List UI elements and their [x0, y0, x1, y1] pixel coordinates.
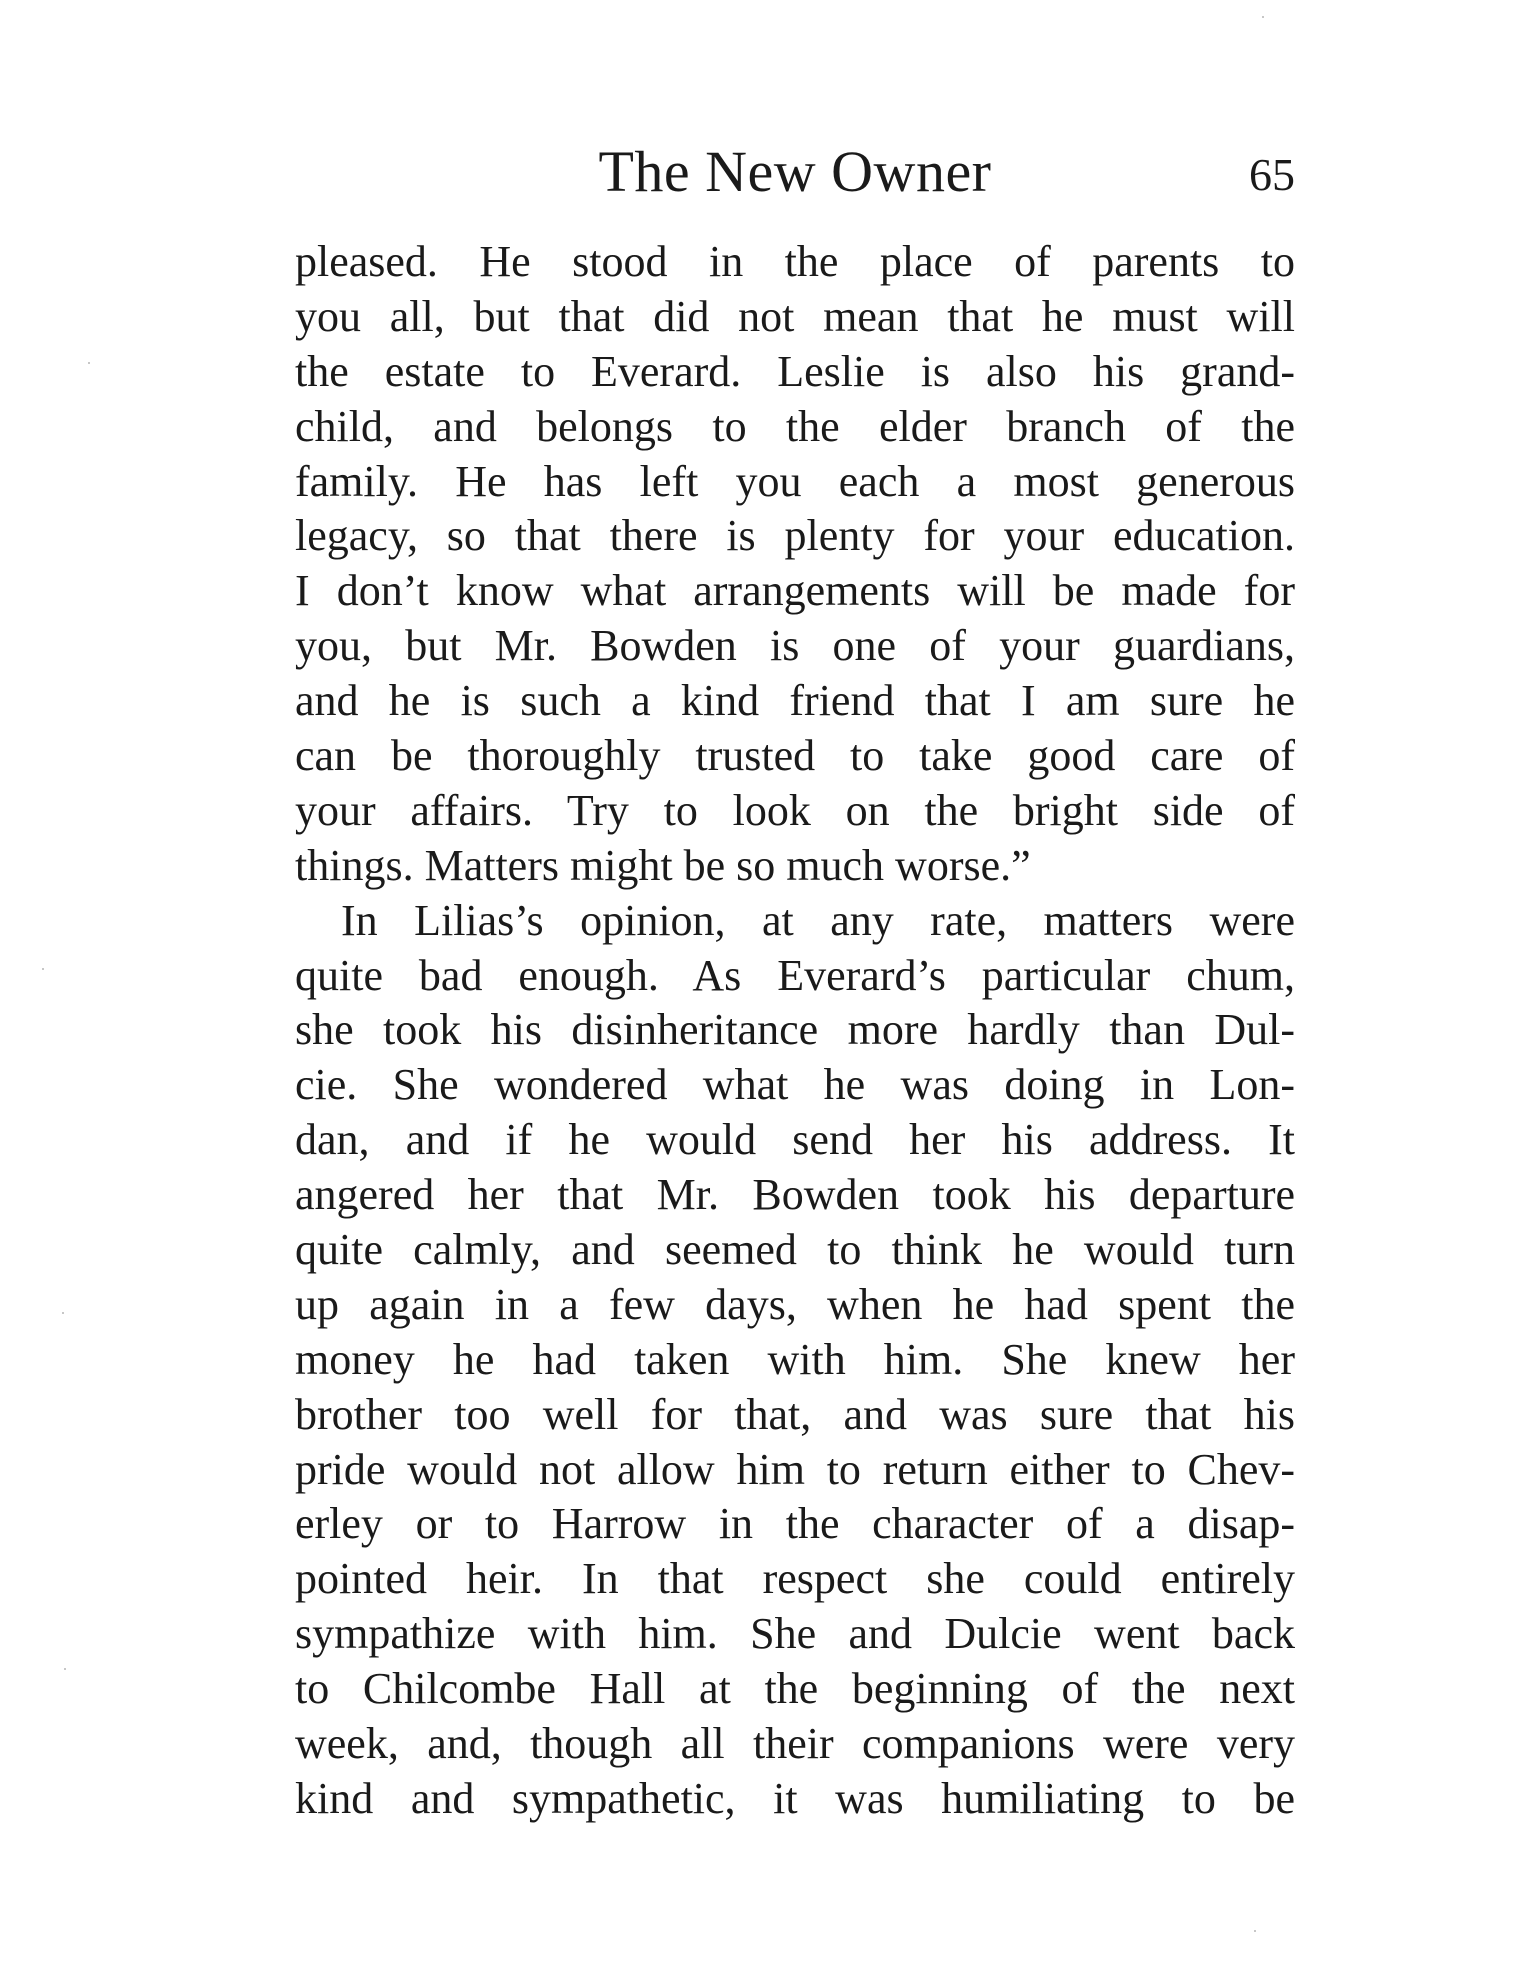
scan-speck [88, 362, 90, 364]
text-line: and he is such a kind friend that I am sure he [295, 676, 1295, 726]
text-line: she took his disinheritance more hardly than Dul- [295, 1005, 1295, 1055]
text-line: erley or to Harrow in the character of a disap- [295, 1499, 1295, 1549]
text-line: child, and belongs to the elder branch of the [295, 401, 1295, 451]
text-line: can be thoroughly trusted to take good care of [295, 731, 1295, 781]
page-number: 65 [1249, 149, 1295, 200]
text-line: I don’t know what arrangements will be made for [295, 566, 1295, 616]
scan-speck [62, 1312, 64, 1314]
text-line: your affairs. Try to look on the bright side of [295, 785, 1295, 835]
text-line: you, but Mr. Bowden is one of your guardians, [295, 621, 1295, 671]
text-line: family. He has left you each a most generous [295, 456, 1295, 506]
scan-speck [64, 1668, 66, 1670]
text-line: pride would not allow him to return either to Chev- [295, 1444, 1295, 1494]
body-text [295, 235, 1295, 1827]
text-line: pleased. He stood in the place of parents to [295, 237, 1295, 286]
text-line: you all, but that did not mean that he must will [295, 291, 1295, 341]
scan-speck [1262, 16, 1264, 18]
text-line: up again in a few days, when he had spent the [295, 1279, 1295, 1329]
text-line: legacy, so that there is plenty for your education. [295, 511, 1295, 561]
text-line: brother too well for that, and was sure that his [295, 1389, 1295, 1439]
scan-speck [42, 968, 44, 970]
text-line: sympathize with him. She and Dulcie went back [295, 1609, 1295, 1659]
text-line: week, and, though all their companions were very [295, 1719, 1295, 1769]
text-line: money he had taken with him. She knew her [295, 1334, 1295, 1384]
paragraph-first-line: In Lilias’s opinion, at any rate, matters were [341, 895, 1295, 945]
text-line: cie. She wondered what he was doing in Lon- [295, 1060, 1295, 1110]
text-line: dan, and if he would send her his address. It [295, 1115, 1295, 1165]
running-title: The New Owner [598, 139, 992, 204]
text-line: quite calmly, and seemed to think he would turn [295, 1225, 1295, 1275]
text-line: angered her that Mr. Bowden took his departure [295, 1170, 1295, 1220]
text-line: to Chilcombe Hall at the beginning of the next [295, 1664, 1295, 1714]
text-line: quite bad enough. As Everard’s particular chum, [295, 950, 1295, 1000]
text-line: pointed heir. In that respect she could entirely [295, 1554, 1295, 1604]
scan-speck [1254, 1930, 1256, 1932]
text-line: the estate to Everard. Leslie is also his grand- [295, 346, 1295, 396]
text-line: things. Matters might be so much worse.” [295, 840, 1031, 890]
page-header [295, 132, 1295, 212]
text-line: kind and sympathetic, it was humiliating to be [295, 1773, 1295, 1823]
